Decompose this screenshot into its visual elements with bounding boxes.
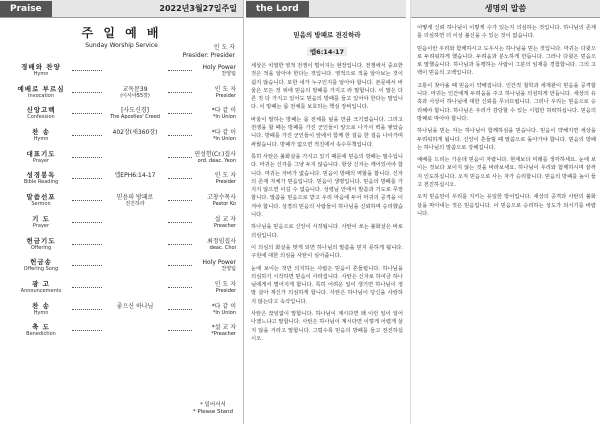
order-person-main: *다 같 이 xyxy=(211,129,236,137)
order-content xyxy=(102,194,168,208)
order-item-korean: 헌금송 xyxy=(30,258,52,267)
order-person-main: Holy Power xyxy=(202,259,236,267)
body-paragraph: 오직 믿음만이 우리를 지키는 유일한 방어입니다. 세상의 공격과 사탄의 불화살을 막아내는 것은 믿음입니다. 이 믿음으로 승리하는 성도가 되시기를 바랍니다. xyxy=(417,194,596,217)
presider-english: Presider: Presider xyxy=(182,52,235,59)
order-row xyxy=(10,194,236,216)
order-person-sub: Presider xyxy=(215,179,236,186)
body-paragraph: 믿음이란 우리와 함께하시고 도우시는 하나님을 믿는 것입니다. 마귀는 다윗으로 두려워하게 했습니다. 두려움과 분노하게 만듭니다. 그러나 다윗은 믿음으로 말했습니다. 하나님과 동행하는 사람이 그분의 임재를 경험합니다. 그의 고백이 믿음의 고백입니다. xyxy=(417,45,596,77)
order-person-sub: *In Union xyxy=(212,114,236,121)
leader-dots xyxy=(72,196,102,201)
order-item-korean: 성경봉독 xyxy=(26,171,56,180)
order-item xyxy=(10,107,72,121)
leader-dots xyxy=(168,196,192,201)
order-item-korean: 말씀선포 xyxy=(26,193,56,202)
order-person xyxy=(192,172,236,186)
order-item-korean: 광 고 xyxy=(32,279,50,288)
order-person xyxy=(192,64,236,78)
order-content-main: 엡EPH6:14-17 xyxy=(114,172,156,180)
order-item-korean: 축 도 xyxy=(32,323,50,332)
order-person-sub: *In Union xyxy=(212,309,236,316)
order-item-english: Prayer xyxy=(32,222,50,229)
order-content-main: [사도신경] xyxy=(121,107,149,115)
order-item xyxy=(10,194,72,208)
order-item-english: Confession xyxy=(27,114,55,121)
order-person xyxy=(192,216,236,230)
leader-dots xyxy=(72,283,102,288)
body-paragraph: 바울이 말하는 방패는 몸 전체를 덮을 만큼 크기였습니다. 그리고 전쟁을 할 때는 방패를 가진 군인들이 앞으로 나가서 벽을 쌓았습니다. 방패를 가진 군인들이 앞에서 함께 한 걸음 한 걸음 나아가며 싸웠습니다. 방패가 없으면 적진에서 속수무책입니다. xyxy=(251,116,403,148)
order-row xyxy=(10,324,236,346)
order-person-sub: *In Union xyxy=(212,136,236,143)
order-content-main: 믿음의 방패로 xyxy=(116,194,154,202)
praise-tag: Praise xyxy=(0,1,52,17)
order-item xyxy=(10,259,72,273)
order-content xyxy=(102,303,168,310)
right-header xyxy=(411,0,600,18)
order-person-main: 인 도 자 xyxy=(214,172,236,180)
order-item-english: Hymn xyxy=(33,71,49,77)
leader-dots xyxy=(72,153,102,158)
order-item-english: Bible Reading xyxy=(23,179,59,186)
order-list xyxy=(10,64,236,346)
leader-dots xyxy=(168,131,192,136)
leader-dots xyxy=(168,153,192,158)
word-of-life-title: 생명의 말씀 xyxy=(484,4,527,13)
body-paragraph: 눈에 보이는 것만 의지하는 사람은 믿음이 흔들립니다. 하나님을 의심하기 시작하면 믿음이 사라집니다. 사탄은 신자로 하여금 하나님에게서 멀어지게 합니다. 특히 어려운 일이 생기면 하나님이 정말 살아 계신가 의심하게 합니다. 사탄은 하나님이 당신을 사랑하지 않는다고 속삭입니다. xyxy=(251,265,403,305)
order-item-korean: 예배로 부르심 xyxy=(17,84,65,93)
title-korean: 주 일 예 배 xyxy=(81,26,162,40)
order-row xyxy=(10,86,236,108)
title-english: Sunday Worship Service xyxy=(85,42,158,49)
order-person xyxy=(192,129,236,143)
leader-dots xyxy=(168,109,192,114)
order-item xyxy=(10,303,72,317)
leader-dots xyxy=(168,305,192,310)
body-paragraph: 어떻게 신뢰 하나님이 이렇게 수가 있는지 의심하는 것입니다. 하나님의 존재를 의심하면 더 이상 불신을 수 있는 것이 없습니다. xyxy=(417,25,596,40)
order-item-korean: 대표기도 xyxy=(26,149,56,158)
order-person-main: 연성헌(Cr.)집사 xyxy=(194,150,236,158)
order-person-sub: Preacher xyxy=(213,222,236,229)
leader-dots xyxy=(72,88,102,93)
order-item-korean: 헌금기도 xyxy=(26,236,56,245)
order-row xyxy=(10,281,236,303)
order-person-main: 최정임집사 xyxy=(207,237,236,245)
order-item xyxy=(10,151,72,165)
order-item xyxy=(10,324,72,338)
order-person-sub: Presider xyxy=(215,92,236,99)
order-item-english: Prayer xyxy=(32,157,50,164)
order-person xyxy=(192,151,236,165)
body-paragraph: 특히 사탄은 불화살을 가지고 있기 때문에 믿음의 방패는 필수입니다. 마귀는 신자를 그냥 두지 않습니다. 항상 신자는 깨어있어야 합니다. 마귀는 자비가 없습니다. 믿음이 방패의 역할을 합니다. 신자의 존재 자체가 믿음입니다. 믿음이 생명입니다. 믿음의 방패를 가지지 않으면 이길 수 없습니다. 성령님 안에서 말씀과 기도로 무장합니다. 말씀을 믿음으로 받고 우리 마음에 두어 마귀의 공격을 이겨야 합니다. 성경의 믿음의 사람들이 하나님을 신뢰하며 승리했습니다. xyxy=(251,153,403,219)
sermon-title: 믿음의 방패로 전진하라 xyxy=(293,31,361,39)
order-person-sub: deac. Choi xyxy=(209,244,236,251)
order-person-sub: Presider xyxy=(215,287,236,294)
word-of-life-page xyxy=(410,0,600,424)
order-item-korean: 찬 송 xyxy=(32,128,50,137)
order-item xyxy=(10,129,72,143)
order-item xyxy=(10,238,72,252)
order-row xyxy=(10,303,236,325)
sermon-heading xyxy=(251,30,403,58)
body-paragraph: 하나님을 믿음으로 신앙이 시작됩니다. 사탄이 쏘는 불화살은 바로 의심입니다. xyxy=(251,224,403,239)
order-person-main: 인 도 자 xyxy=(214,85,236,93)
order-content-main: 교독문39 xyxy=(122,85,148,93)
order-row xyxy=(10,216,236,238)
order-item-korean: 기 도 xyxy=(32,214,50,223)
order-item-korean: 신앙고백 xyxy=(26,106,56,115)
order-person-main: *다 같 이 xyxy=(211,302,236,310)
leader-dots xyxy=(168,66,192,71)
leader-dots xyxy=(72,261,102,266)
leader-dots xyxy=(168,283,192,288)
sermon-page xyxy=(246,0,406,424)
order-item-english: Benediction xyxy=(26,331,56,338)
left-header xyxy=(0,0,243,18)
order-item xyxy=(10,281,72,295)
leader-dots xyxy=(168,326,192,331)
order-row xyxy=(10,151,236,173)
body-paragraph: 이 의심의 화살을 맞게 되면 하나님의 말씀을 믿지 못하게 됩니다. 구원에 대한 의심을 사탄이 심어줍니다. xyxy=(251,244,403,260)
presider-block xyxy=(183,44,235,60)
order-row xyxy=(10,107,236,129)
order-row xyxy=(10,172,236,194)
order-row xyxy=(10,64,236,86)
order-person xyxy=(192,86,236,100)
leader-dots xyxy=(168,261,192,266)
order-person-main: *설 교 자 xyxy=(211,324,236,332)
order-person-main: 고창수목사 xyxy=(207,194,236,202)
order-person-sub: 찬양팀 xyxy=(221,71,236,77)
leader-dots xyxy=(72,131,102,136)
the-lord-tag: the Lord xyxy=(246,1,309,17)
stand-note-korean: * 일어서서 xyxy=(200,402,226,408)
order-person-main: 설 교 자 xyxy=(214,215,236,223)
order-row xyxy=(10,259,236,281)
leader-dots xyxy=(168,174,192,179)
order-item-english: Sermon xyxy=(31,201,51,208)
stand-note xyxy=(193,402,233,416)
leader-dots xyxy=(168,240,192,245)
order-person xyxy=(192,259,236,273)
order-content xyxy=(102,129,168,136)
body-paragraph: 세상은 치열한 영적 전쟁이 벌어지는 현장입니다. 전쟁에서 중요한 것은 적을 알아야 한다는 것입니다. 영적으로 적을 알아보는 것이 쉽지 않습니다. 또한 내가 누구인지를 알아야 합니다. 본문에서 바울은 모든 것 위에 믿음의 방패를 가지고 라 말합니다. 이 말은 다른 것 다 가지고 있어도 믿음의 방패를 들고 있어야 한다는 말입니다. 이 방패는 몸 전체를 보호하는 핵심 장비입니다. xyxy=(251,63,403,111)
leader-dots xyxy=(72,240,102,245)
order-item-english: Hymn xyxy=(33,136,49,143)
presider-korean: 인 도 자 xyxy=(213,44,235,51)
order-item xyxy=(10,172,72,186)
order-content xyxy=(102,107,168,121)
mid-header xyxy=(246,0,406,18)
order-item-english: Announcements xyxy=(20,287,62,294)
order-person-main: *다 같 이 xyxy=(211,107,236,115)
order-person-sub: *Preacher xyxy=(211,331,236,338)
order-person xyxy=(192,194,236,208)
leader-dots xyxy=(72,174,102,179)
service-date: 2022년3월27일주일 xyxy=(159,4,237,13)
leader-dots xyxy=(72,66,102,71)
order-person xyxy=(192,324,236,338)
body-paragraph: 고통이 찾아올 때 믿음이 약해집니다. 인간적 철학과 세계관이 믿음을 공격합니다. 마귀는 인간에게 두려움을 주고 하나님을 의심하게 만듭니다. 세상의 유혹과 사상이 하나님에 대한 신뢰를 무너뜨립니다. 그러나 우리는 믿음으로 승리해야 합니다. 하나님은 우리가 감당할 수 있는 시험만 허락하십니다. 믿음의 방패로 막아야 합니다. xyxy=(417,82,596,122)
order-item-english: Invocation xyxy=(27,92,55,99)
order-content-main: 좋으신 하나님 xyxy=(116,302,154,310)
order-person-sub: ord. deac. Yeon xyxy=(197,157,236,164)
leader-dots xyxy=(72,109,102,114)
order-of-worship-page xyxy=(0,0,244,424)
order-person xyxy=(192,107,236,121)
order-person-main: 인 도 자 xyxy=(214,280,236,288)
body-paragraph: 사탄은 끊임없이 말합니다. 하나님이 계시다면 왜 이런 일이 일어나겠느냐고 말합니다. 사탄은 하나님이 계시다면 이렇게 어렵게 살지 않을 거라고 말합니다. 그럴수록 믿음의 방패를 들고 전진하십시오. xyxy=(251,311,403,342)
order-item-english: Offering xyxy=(30,244,52,251)
order-person-sub: 찬양팀 xyxy=(221,266,236,273)
order-item-english: Offering Song xyxy=(23,266,59,273)
order-row xyxy=(10,129,236,151)
order-content xyxy=(102,86,168,100)
order-item-korean: 찬 송 xyxy=(32,301,50,310)
sermon-reference: 엡6:14-17 xyxy=(307,47,347,56)
leader-dots xyxy=(72,326,102,331)
order-person xyxy=(192,281,236,295)
leader-dots xyxy=(72,305,102,310)
order-content xyxy=(102,172,168,179)
order-content-sub: (이사야55장) xyxy=(120,92,150,99)
sermon-body xyxy=(251,62,403,343)
body-paragraph: 하나님을 믿는 자는 하나님이 함께하심을 믿습니다. 믿음이 약해지면 세상을 두려워하게 됩니다. 신앙이 흔들릴 때 말씀으로 돌아가야 합니다. 믿음의 방패는 하나님의 말씀으로 강해집니다. xyxy=(417,128,596,151)
leader-dots xyxy=(168,218,192,223)
word-of-life-body xyxy=(417,24,596,218)
order-item xyxy=(10,86,72,100)
body-paragraph: 예배를 드리는 가운데 믿음이 자랍니다. 현재보다 미래를 생각하세요. 눈에 보이는 것보다 보이지 않는 것을 바라보세요. 하나님이 우리와 함께하시며 끝까지 인도하십니다. 오직 믿음으로 사는 자가 승리합니다. 믿음의 방패를 높이 들고 전진하십시오. xyxy=(417,157,596,189)
order-item xyxy=(10,216,72,230)
order-item xyxy=(10,64,72,78)
order-person xyxy=(192,303,236,317)
order-content-main: 402장(새360장) xyxy=(112,129,158,137)
stand-note-english: * Please Stand xyxy=(192,409,233,415)
order-content-sub: 전진하라 xyxy=(125,201,145,208)
order-item-english: Hymn xyxy=(33,309,49,316)
order-person xyxy=(192,238,236,252)
order-row xyxy=(10,238,236,260)
leader-dots xyxy=(72,218,102,223)
leader-dots xyxy=(168,88,192,93)
order-item-korean: 경배와 찬양 xyxy=(21,63,61,71)
order-content-sub: The Apostles' Creed xyxy=(110,114,160,121)
order-person-sub: Pastor Ko xyxy=(212,201,236,208)
order-person-main: Holy Power xyxy=(202,64,236,71)
